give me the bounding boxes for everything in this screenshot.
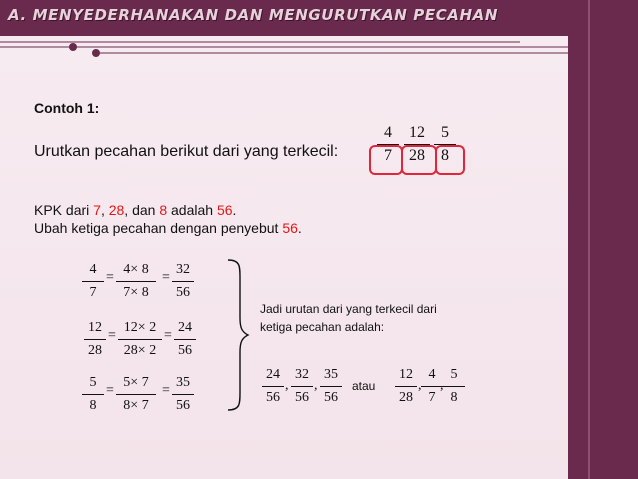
numerator: 12: [88, 320, 102, 335]
numerator: 5× 7: [123, 375, 149, 390]
example-heading: Contoh 1:: [34, 100, 100, 116]
numerator: 24: [178, 320, 192, 335]
fraction-bar: [116, 281, 156, 282]
ordered-simple-fraction-1: [395, 366, 417, 407]
original-fraction: [84, 319, 106, 360]
kpk-line: [34, 202, 236, 218]
denominator: 56: [178, 343, 192, 358]
numerator: 12: [399, 367, 413, 382]
kpk-result: 56: [216, 202, 233, 218]
numerator: 12× 2: [123, 320, 157, 335]
denominator: 8: [441, 147, 449, 164]
curly-brace-icon: [214, 256, 250, 414]
denominator: 56: [176, 285, 190, 300]
title-bar: [0, 0, 638, 36]
equals-sign: =: [108, 328, 116, 343]
comma: ,: [314, 378, 318, 393]
kpk-prefix: KPK dari: [34, 202, 94, 218]
numerator: 32: [295, 367, 309, 382]
denominator: 8: [89, 398, 97, 413]
slide-title: A. MENYEDERHANAKAN DAN MENGURUTKAN PECAHAN: [8, 6, 499, 24]
comma: ,: [418, 378, 422, 393]
equals-sign: =: [106, 270, 114, 285]
ubah-end: .: [297, 220, 302, 236]
denominator: 7: [428, 390, 436, 405]
denominator: 56: [295, 390, 309, 405]
denominator: 28: [399, 390, 413, 405]
conclusion-line1: Jadi urutan dari yang terkecil dari: [260, 302, 437, 316]
fraction-bar: [395, 386, 417, 387]
numerator: 4: [384, 124, 392, 141]
ordered-fraction-3: [320, 366, 342, 407]
denominator: 56: [266, 390, 280, 405]
expanded-fraction: [116, 261, 156, 302]
numerator: 24: [266, 367, 280, 382]
fraction-bar: [118, 339, 162, 340]
expanded-fraction: [116, 374, 156, 415]
kpk-mid: adalah: [167, 202, 217, 218]
numerator: 5: [450, 367, 458, 382]
ordered-fraction-2: [291, 366, 313, 407]
denominator: 56: [176, 398, 190, 413]
result-fraction: [174, 319, 196, 360]
ordered-simple-fraction-3: [443, 366, 465, 407]
equals-sign: =: [106, 383, 114, 398]
denominator: 28: [88, 343, 102, 358]
denominator: 8× 7: [123, 398, 149, 413]
kpk-sep1: ,: [100, 202, 109, 218]
kpk-value-7: 7: [93, 202, 101, 218]
fraction-bar: [82, 394, 104, 395]
equals-sign: =: [164, 328, 172, 343]
fraction-bar: [116, 394, 156, 395]
denominator: 7: [89, 285, 97, 300]
denominator: 7: [384, 147, 392, 164]
original-fraction: [82, 261, 104, 302]
numerator: 4: [428, 367, 436, 382]
ubah-value: 56: [282, 220, 298, 236]
or-label: atau: [352, 379, 376, 393]
ubah-line: [34, 220, 302, 236]
fraction-bar: [172, 281, 194, 282]
numerator: 32: [176, 262, 190, 277]
fraction-bar: [291, 386, 313, 387]
ubah-text: Ubah ketiga pecahan dengan penyebut: [34, 220, 283, 236]
numerator: 5: [441, 124, 449, 141]
denominator: 8: [450, 390, 458, 405]
kpk-sep2: , dan: [124, 202, 160, 218]
numerator: 35: [176, 375, 190, 390]
example-prompt: Urutkan pecahan berikut dari yang terkecil:: [34, 143, 339, 160]
conclusion-line2: ketiga pecahan adalah:: [260, 320, 385, 334]
sidebar-decoration: [568, 0, 638, 479]
ordered-fraction-1: [262, 366, 284, 407]
highlight-denominator-8: [435, 145, 465, 175]
denominator: 56: [324, 390, 338, 405]
numerator: 5: [89, 375, 97, 390]
denominator: 7× 8: [123, 285, 149, 300]
fraction-bar: [262, 386, 284, 387]
fraction-bar: [82, 281, 104, 282]
result-fraction: [172, 374, 194, 415]
fraction-bar: [84, 339, 106, 340]
fraction-bar: [172, 394, 194, 395]
decorative-lines: [0, 36, 568, 96]
numerator: 35: [324, 367, 338, 382]
equals-sign: =: [162, 270, 170, 285]
kpk-value-28: 28: [108, 202, 125, 218]
equals-sign: =: [162, 383, 170, 398]
comma: ,: [440, 378, 444, 393]
sidebar-line: [588, 0, 590, 479]
fraction-bar: [320, 386, 342, 387]
denominator: 28× 2: [123, 343, 157, 358]
kpk-end: .: [232, 202, 237, 218]
result-fraction: [172, 261, 194, 302]
denominator: 28: [409, 147, 425, 164]
numerator: 4× 8: [123, 262, 149, 277]
highlight-denominator-7: [369, 145, 403, 175]
comma: ,: [285, 378, 289, 393]
numerator: 4: [89, 262, 97, 277]
numerator: 12: [409, 124, 425, 141]
expanded-fraction: [118, 319, 162, 360]
highlight-denominator-28: [401, 145, 437, 175]
kpk-value-8: 8: [159, 202, 168, 218]
fraction-bar: [174, 339, 196, 340]
fraction-bar: [443, 386, 465, 387]
original-fraction: [82, 374, 104, 415]
